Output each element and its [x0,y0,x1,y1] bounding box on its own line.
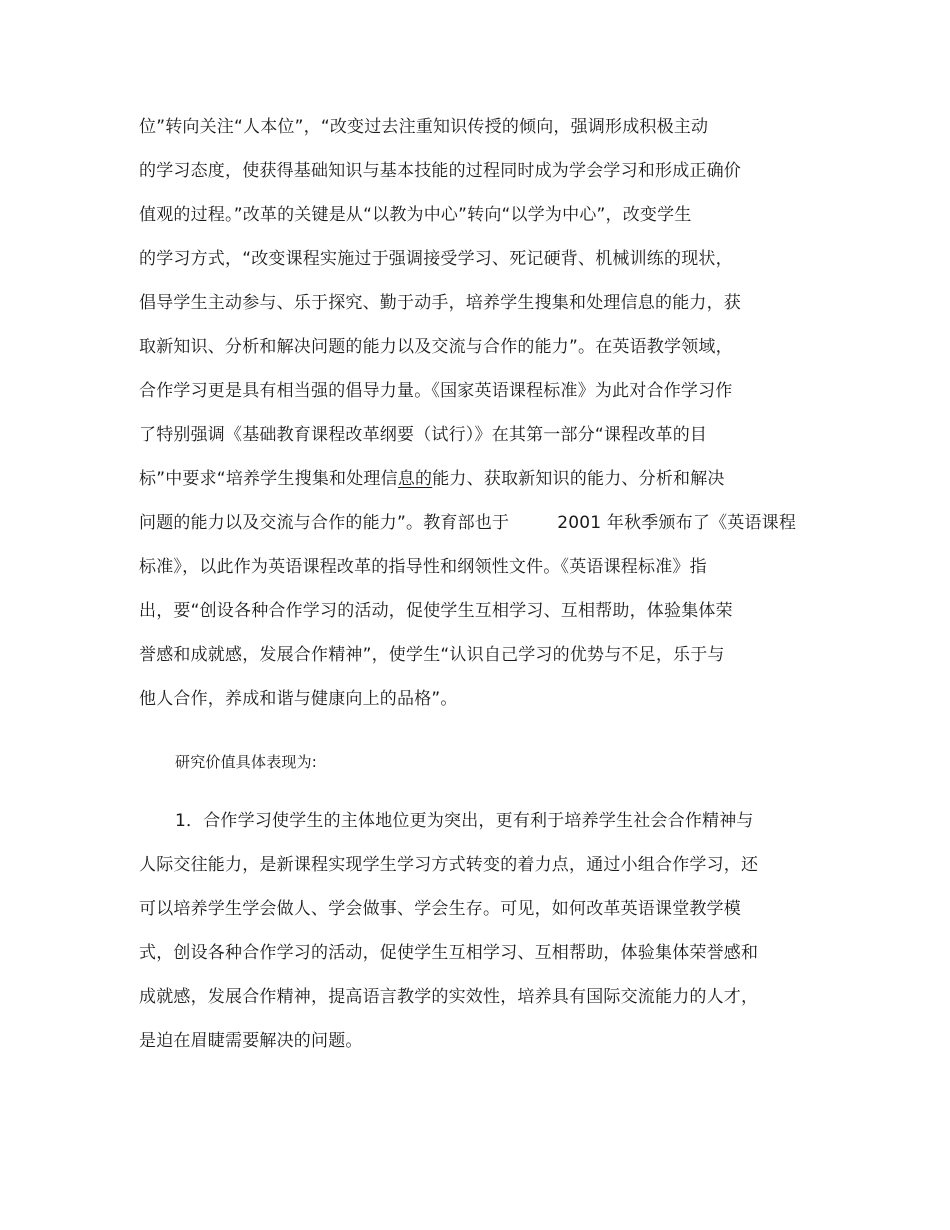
paragraph-line: 位”转向关注“人本位”，“改变过去注重知识传授的倾向，强调形成积极主动 [139,117,709,137]
paragraph-line: 出，要“创设各种合作学习的活动，促使学生互相学习、互相帮助，体验集体荣 [139,601,733,621]
list-item-line: 是迫在眉睫需要解决的问题。 [139,1031,363,1051]
list-item-line: 1．合作学习使学生的主体地位更为突出，更有利于培养学生社会合作精神与 [175,811,754,831]
underlined-text: 息的 [397,469,433,489]
list-item-line: 人际交往能力，是新课程实现学生学习方式转变的着力点，通过小组合作学习，还 [139,855,759,875]
paragraph-line: 合作学习更是具有相当强的倡导力量。《国家英语课程标准》为此对合作学习作 [139,381,733,401]
paragraph-line: 了特别强调《基础教育课程改革纲要（试行）》在其第一部分“课程改革的目 [139,425,708,445]
paragraph-line [139,468,725,490]
paragraph-line [139,512,796,534]
paragraph-line: 倡导学生主动参与、乐于探究、勤于动手，培养学生搜集和处理信息的能力，获 [139,293,741,313]
list-item-line: 可以培养学生学会做人、学会做事、学会生存。可见，如何改革英语课堂教学模 [139,899,741,919]
list-item-line: 成就感，发展合作精神，提高语言教学的实效性，培养具有国际交流能力的人才， [139,987,759,1007]
paragraph-line: 他人合作，养成和谐与健康向上的品格”。 [139,689,458,709]
paragraph-line: 值观的过程。”改革的关键是从“以教为中心”转向“以学为中心”，改变学生 [139,205,692,225]
paragraph-line: 的学习方式，“改变课程实施过于强调接受学习、死记硬背、机械训练的现状， [139,249,733,269]
paragraph-line: 的学习态度，使获得基础知识与基本技能的过程同时成为学会学习和形成正确价 [139,161,741,181]
line-text: 能力、获取新知识的能力、分析和解决 [432,469,725,489]
line-text: 问题的能力以及交流与合作的能力”。教育部也于 [139,513,510,533]
list-item-line: 式，创设各种合作学习的活动，促使学生互相学习、互相帮助，体验集体荣誉感和 [139,943,759,963]
paragraph-line: 取新知识、分析和解决问题的能力以及交流与合作的能力”。在英语教学领域， [139,337,733,357]
section-subheading: 研究价值具体表现为: [175,753,318,771]
line-text: 2001 年秋季颁布了《英语课程 [557,513,797,533]
line-text: 标”中要求“培养学生搜集和处理信 [139,469,398,489]
paragraph-line: 标准》，以此作为英语课程改革的指导性和纲领性文件。《英语课程标准》指 [139,557,707,577]
paragraph-line: 誉感和成就感，发展合作精神”，使学生“认识自己学习的优势与不足，乐于与 [139,645,725,665]
